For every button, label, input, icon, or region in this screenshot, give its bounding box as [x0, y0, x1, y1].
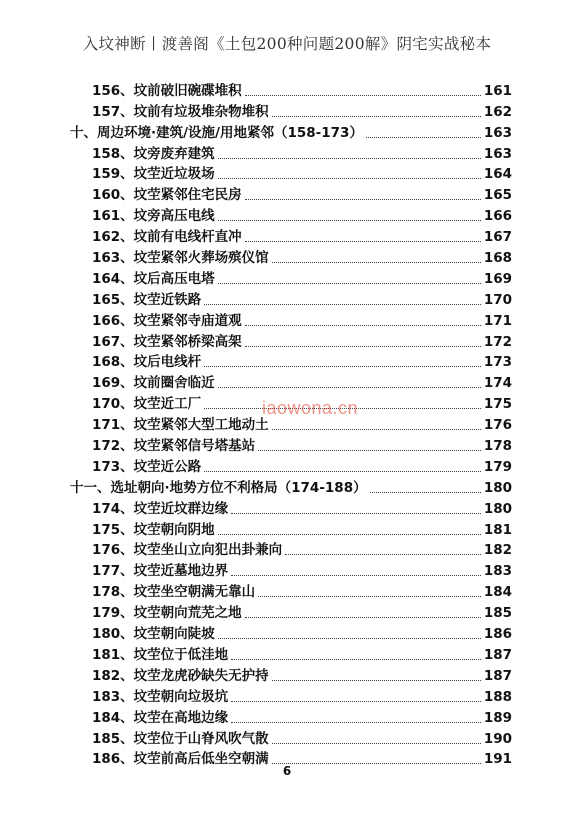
toc-entry-title: 172、坟茔紧邻信号塔基站: [92, 438, 256, 455]
toc-entry[interactable]: [70, 726, 512, 747]
toc-entry[interactable]: [70, 538, 512, 559]
toc-entry-page: 180: [483, 500, 512, 517]
toc-entry-title: 158、坟旁废弃建筑: [92, 145, 215, 162]
toc-entry-page: 186: [483, 626, 512, 643]
dot-leader: [218, 534, 481, 535]
toc-entry-page: 162: [483, 103, 512, 120]
toc-entry[interactable]: [70, 224, 512, 245]
dot-leader: [245, 95, 481, 96]
dot-leader: [272, 429, 481, 430]
toc-entry-page: 187: [483, 646, 512, 663]
toc-entry-title: 174、坟茔近坟群边缘: [92, 500, 229, 517]
toc-entry[interactable]: [70, 663, 512, 684]
toc-entry-page: 178: [483, 438, 512, 455]
dot-leader: [272, 116, 481, 117]
toc-entry-page: 189: [483, 709, 512, 726]
toc-entry-page: 184: [483, 584, 512, 601]
toc-entry-title: 185、坟茔位于山脊风吹气散: [92, 730, 269, 747]
toc-entry-page: 161: [483, 82, 512, 99]
toc-entry[interactable]: [70, 329, 512, 350]
toc-entry-title: 166、坟茔紧邻寺庙道观: [92, 312, 242, 329]
toc-entry[interactable]: [70, 433, 512, 454]
dot-leader: [245, 346, 481, 347]
toc-entry-page: 187: [483, 667, 512, 684]
toc-entry-title: 167、坟茔紧邻桥梁高架: [92, 333, 242, 350]
toc-entry-page: 191: [483, 751, 512, 768]
toc-entry[interactable]: [70, 496, 512, 517]
toc-entry-title: 159、坟茔近垃圾场: [92, 166, 215, 183]
toc-entry[interactable]: [70, 705, 512, 726]
page-header: 入坟神断丨渡善阁《土包200种问题200解》阴宅实战秘本: [82, 35, 492, 53]
toc-entry-title: 162、坟前有电线杆直冲: [92, 229, 242, 246]
dot-leader: [258, 596, 481, 597]
page-number: 6: [282, 764, 292, 778]
toc-entry-title: 177、坟茔近墓地边界: [92, 563, 229, 580]
toc-entry-page: 188: [483, 688, 512, 705]
toc-entry-page: 170: [483, 291, 512, 308]
toc-entry-title: 157、坟前有垃圾堆杂物堆积: [92, 103, 269, 120]
dot-leader: [370, 492, 481, 493]
toc-entry[interactable]: [70, 350, 512, 371]
toc-entry-title: 169、坟前圈舍临近: [92, 375, 215, 392]
toc-entry-title: 156、坟前破旧碗碟堆积: [92, 82, 242, 99]
toc-entry-page: 169: [483, 270, 512, 287]
dot-leader: [204, 304, 481, 305]
toc-entry-page: 163: [483, 145, 512, 162]
toc-entry-title: 186、坟茔前高后低坐空朝满: [92, 751, 269, 768]
toc-entry-title: 175、坟茔朝向阴地: [92, 521, 215, 538]
dot-leader: [218, 283, 481, 284]
dot-leader: [272, 743, 481, 744]
toc-entry[interactable]: [70, 266, 512, 287]
dot-leader: [231, 701, 481, 702]
toc-entry[interactable]: [70, 182, 512, 203]
toc-entry-title: 170、坟茔近工厂: [92, 396, 202, 413]
toc-entry[interactable]: [70, 245, 512, 266]
toc-entry-page: 165: [483, 187, 512, 204]
dot-leader: [245, 325, 481, 326]
toc-entry-title: 182、坟茔龙虎砂缺失无护持: [92, 667, 269, 684]
toc-entry-page: 190: [483, 730, 512, 747]
dot-leader: [366, 137, 481, 138]
dot-leader: [258, 450, 481, 451]
toc-entry[interactable]: [70, 642, 512, 663]
dot-leader: [231, 659, 481, 660]
toc-entry-page: 168: [483, 250, 512, 267]
toc-entry-title: 十、周边环境·建筑/设施/用地紧邻（158-173）: [70, 124, 363, 141]
toc-entry-title: 160、坟茔紧邻住宅民房: [92, 187, 242, 204]
toc-entry-title: 163、坟茔紧邻火葬场殡仪馆: [92, 250, 269, 267]
toc-entry-page: 185: [483, 605, 512, 622]
toc-entry-title: 161、坟旁高压电线: [92, 208, 215, 225]
toc-entry[interactable]: [70, 558, 512, 579]
toc-entry[interactable]: [70, 517, 512, 538]
toc-entry-title: 178、坟茔坐空朝满无靠山: [92, 584, 256, 601]
dot-leader: [272, 680, 481, 681]
toc-entry[interactable]: [70, 99, 512, 120]
toc-entry[interactable]: [70, 454, 512, 475]
toc-entry-page: 163: [483, 124, 512, 141]
dot-leader: [218, 178, 481, 179]
toc-entry[interactable]: [70, 579, 512, 600]
toc-entry-title: 180、坟茔朝向陡坡: [92, 626, 215, 643]
toc-entry-page: 164: [483, 166, 512, 183]
dot-leader: [272, 262, 481, 263]
toc-entry[interactable]: [70, 141, 512, 162]
table-of-contents: [70, 78, 512, 767]
dot-leader: [218, 158, 481, 159]
toc-entry-title: 173、坟茔近公路: [92, 458, 202, 475]
toc-entry-page: 167: [483, 229, 512, 246]
toc-entry-page: 172: [483, 333, 512, 350]
toc-entry-page: 180: [483, 479, 512, 496]
watermark: iaowona.cn: [262, 398, 359, 418]
toc-entry-page: 175: [483, 396, 512, 413]
dot-leader: [285, 554, 481, 555]
toc-entry-page: 171: [483, 312, 512, 329]
toc-section-heading[interactable]: [70, 475, 512, 496]
dot-leader: [231, 722, 481, 723]
toc-entry-title: 171、坟茔紧邻大型工地动土: [92, 417, 269, 434]
toc-entry[interactable]: [70, 287, 512, 308]
toc-entry-title: 181、坟茔位于低洼地: [92, 646, 229, 663]
toc-entry-page: 166: [483, 208, 512, 225]
toc-entry-title: 165、坟茔近铁路: [92, 291, 202, 308]
toc-entry-page: 176: [483, 417, 512, 434]
dot-leader: [245, 199, 481, 200]
toc-entry-title: 十一、选址朝向·地势方位不利格局（174-188）: [70, 479, 367, 496]
toc-entry-title: 183、坟茔朝向垃圾坑: [92, 688, 229, 705]
toc-entry-page: 181: [483, 521, 512, 538]
dot-leader: [218, 387, 481, 388]
dot-leader: [204, 471, 481, 472]
toc-entry[interactable]: [70, 78, 512, 99]
toc-entry-title: 164、坟后高压电塔: [92, 270, 215, 287]
dot-leader: [218, 638, 481, 639]
toc-entry[interactable]: [70, 600, 512, 621]
dot-leader: [218, 220, 481, 221]
dot-leader: [231, 575, 481, 576]
toc-entry-page: 179: [483, 458, 512, 475]
toc-entry-title: 176、坟茔坐山立向犯出卦兼向: [92, 542, 283, 559]
toc-entry-page: 174: [483, 375, 512, 392]
toc-entry-page: 182: [483, 542, 512, 559]
dot-leader: [245, 241, 481, 242]
toc-entry[interactable]: [70, 684, 512, 705]
toc-entry[interactable]: [70, 162, 512, 183]
toc-entry-page: 183: [483, 563, 512, 580]
toc-entry[interactable]: [70, 308, 512, 329]
toc-entry[interactable]: [70, 203, 512, 224]
toc-entry-page: 173: [483, 354, 512, 371]
toc-section-heading[interactable]: [70, 120, 512, 141]
toc-entry-title: 168、坟后电线杆: [92, 354, 202, 371]
toc-entry-title: 179、坟茔朝向荒芜之地: [92, 605, 242, 622]
toc-entry[interactable]: [70, 370, 512, 391]
toc-entry-title: 184、坟茔在高地边缘: [92, 709, 229, 726]
dot-leader: [204, 366, 481, 367]
dot-leader: [231, 513, 481, 514]
dot-leader: [245, 617, 481, 618]
toc-entry[interactable]: [70, 621, 512, 642]
